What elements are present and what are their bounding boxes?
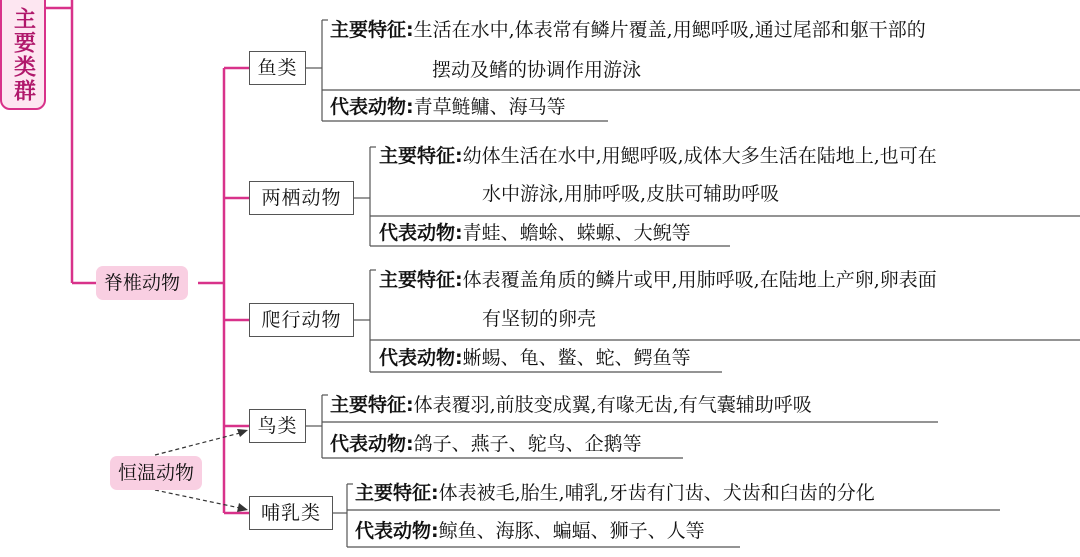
mammal-feature-line: 主要特征:体表被毛,胎生,哺乳,牙齿有门齿、犬齿和臼齿的分化 xyxy=(355,482,875,504)
fish-feature-line: 主要特征:生活在水中,体表常有鳞片覆盖,用鳃呼吸,通过尾部和躯干部的 xyxy=(330,19,926,41)
root-node xyxy=(0,0,46,110)
category-amphibians: 两栖动物 xyxy=(249,181,354,215)
amphibian-feature-line: 主要特征:幼体生活在水中,用鳃呼吸,成体大多生活在陆地上,也可在 xyxy=(379,145,937,167)
warm-blooded-node: 恒温动物 xyxy=(110,456,202,490)
root-label: 主要类群 xyxy=(10,7,36,103)
amphibian-feature-line-2: 水中游泳,用肺呼吸,皮肤可辅助呼吸 xyxy=(482,183,780,205)
reptile-representatives: 代表动物:蜥蜴、龟、鳖、蛇、鳄鱼等 xyxy=(379,347,691,369)
reptile-feature-line-2: 有坚韧的卵壳 xyxy=(482,308,597,330)
category-birds: 鸟类 xyxy=(249,409,306,443)
fish-feature-line-2: 摆动及鳍的协调作用游泳 xyxy=(432,59,642,81)
mammal-representatives: 代表动物:鲸鱼、海豚、蝙蝠、狮子、人等 xyxy=(355,520,705,542)
amphibian-representatives: 代表动物:青蛙、蟾蜍、蝾螈、大鲵等 xyxy=(379,222,691,244)
vertebrate-node: 脊椎动物 xyxy=(96,266,188,300)
category-mammals: 哺乳类 xyxy=(249,496,333,530)
category-reptiles: 爬行动物 xyxy=(249,303,354,337)
bird-representatives: 代表动物:鸽子、燕子、鸵鸟、企鹅等 xyxy=(330,433,642,455)
reptile-feature-line: 主要特征:体表覆盖角质的鳞片或甲,用肺呼吸,在陆地上产卵,卵表面 xyxy=(379,269,937,291)
fish-representatives: 代表动物:青草鲢鳙、海马等 xyxy=(330,96,566,118)
category-fish: 鱼类 xyxy=(249,51,306,85)
bird-feature-line: 主要特征:体表覆羽,前肢变成翼,有喙无齿,有气囊辅助呼吸 xyxy=(330,394,812,416)
